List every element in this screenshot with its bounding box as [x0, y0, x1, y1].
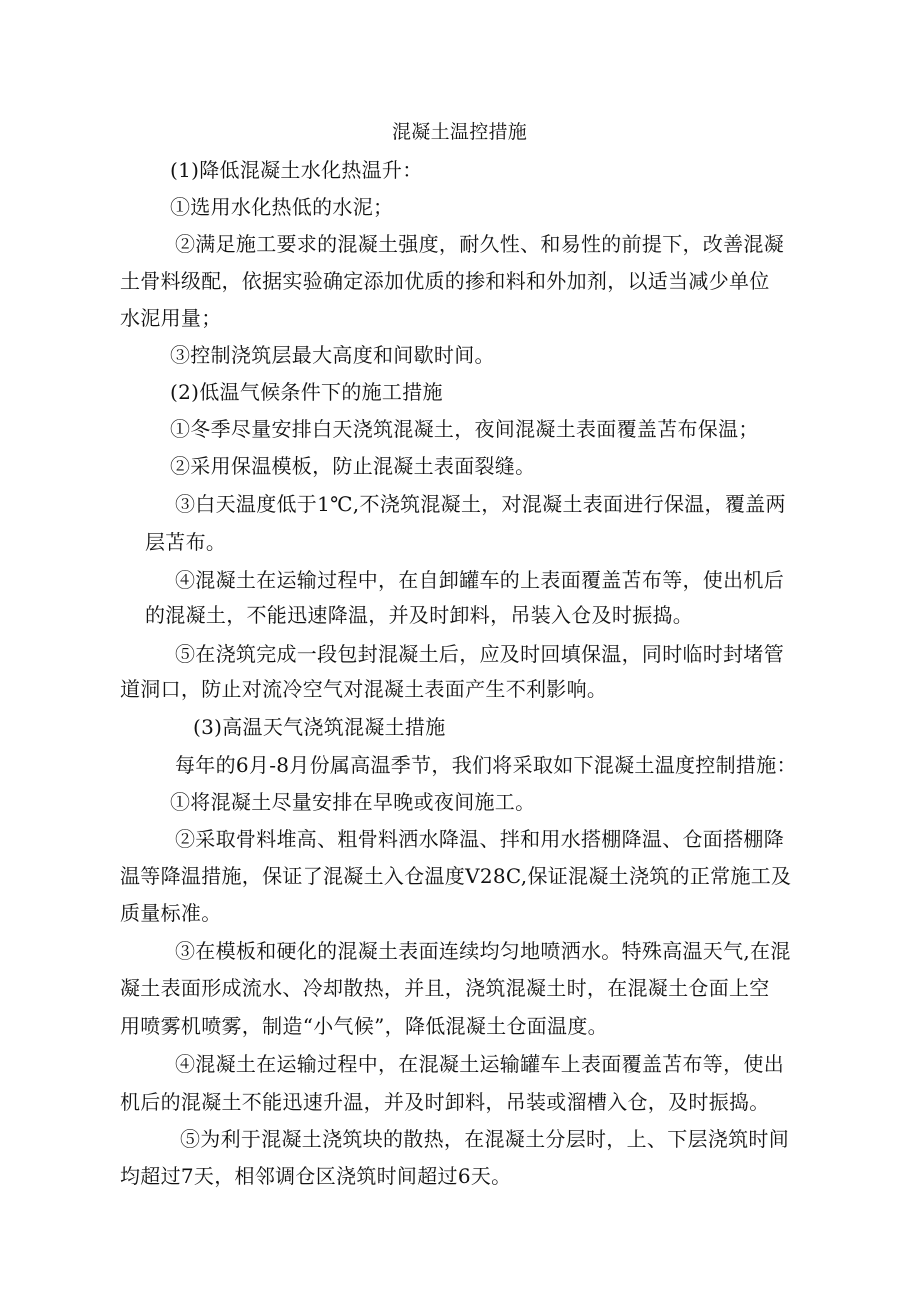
text-line: 机后的混凝土不能迅速升温，并及时卸料，吊装或溜槽入仓，及时振捣。: [120, 1090, 770, 1114]
text-line: 水泥用量；: [120, 306, 222, 330]
text-line: ③在模板和硬化的混凝土表面连续均匀地喷洒水。特殊高温天气,在混: [175, 939, 791, 963]
section-heading: (3)高温天气浇筑混凝土措施: [193, 715, 446, 739]
text-line: ③控制浇筑层最大高度和间歇时间。: [170, 343, 495, 367]
text-line: ①冬季尽量安排白天浇筑混凝土，夜间混凝土表面覆盖苫布保温；: [170, 417, 759, 441]
section-heading: (1)降低混凝土水化热温升：: [170, 158, 423, 182]
text-line: 道洞口，防止对流冷空气对混凝土表面产生不利影响。: [120, 677, 608, 701]
text-line: ②满足施工要求的混凝土强度，耐久性、和易性的前提下，改善混凝: [175, 232, 784, 256]
text-line: 层苫布。: [145, 530, 227, 554]
text-line: ⑤为利于混凝土浇筑块的散热，在混凝土分层时，上、下层浇筑时间: [180, 1127, 789, 1151]
document-title: 混凝土温控措施: [392, 121, 528, 143]
text-line: ②采取骨料堆高、粗骨料洒水降温、拌和用水搭棚降温、仓面搭棚降: [175, 827, 784, 851]
text-line: 的混凝土，不能迅速降温，并及时卸料，吊装入仓及时振捣。: [145, 603, 694, 627]
text-line: ④混凝土在运输过程中，在混凝土运输罐车上表面覆盖苫布等，使出: [175, 1052, 784, 1076]
text-line: 用喷雾机喷雾，制造“小气候”，降低混凝土仓面温度。: [120, 1014, 608, 1038]
text-line: 土骨料级配，依据实验确定添加优质的掺和料和外加剂，以适当减少单位: [120, 269, 770, 293]
text-line: 每年的6月-8月份属高温季节，我们将采取如下混凝土温度控制措施：: [175, 753, 797, 777]
text-line: ①选用水化热低的水泥；: [170, 195, 394, 219]
text-line: 凝土表面形成流水、冷却散热，并且，浇筑混凝土时，在混凝土仓面上空: [120, 976, 770, 1000]
text-line: ③白天温度低于1℃,不浇筑混凝土，对混凝土表面进行保温，覆盖两: [175, 492, 786, 516]
text-line: 均超过7天，相邻调仓区浇筑时间超过6天。: [120, 1164, 512, 1188]
text-line: 质量标准。: [120, 901, 222, 925]
text-line: ⑤在浇筑完成一段包封混凝土后，应及时回填保温，同时临时封堵管: [175, 642, 784, 666]
text-line: 温等降温措施，保证了混凝土入仓温度V28C,保证混凝土浇筑的正常施工及: [120, 864, 792, 888]
text-line: ①将混凝土尽量安排在早晚或夜间施工。: [170, 790, 536, 814]
text-line: ②采用保温模板，防止混凝土表面裂缝。: [170, 454, 536, 478]
text-line: ④混凝土在运输过程中，在自卸罐车的上表面覆盖苫布等，使出机后: [175, 568, 784, 592]
section-heading: (2)低温气候条件下的施工措施: [170, 380, 443, 404]
